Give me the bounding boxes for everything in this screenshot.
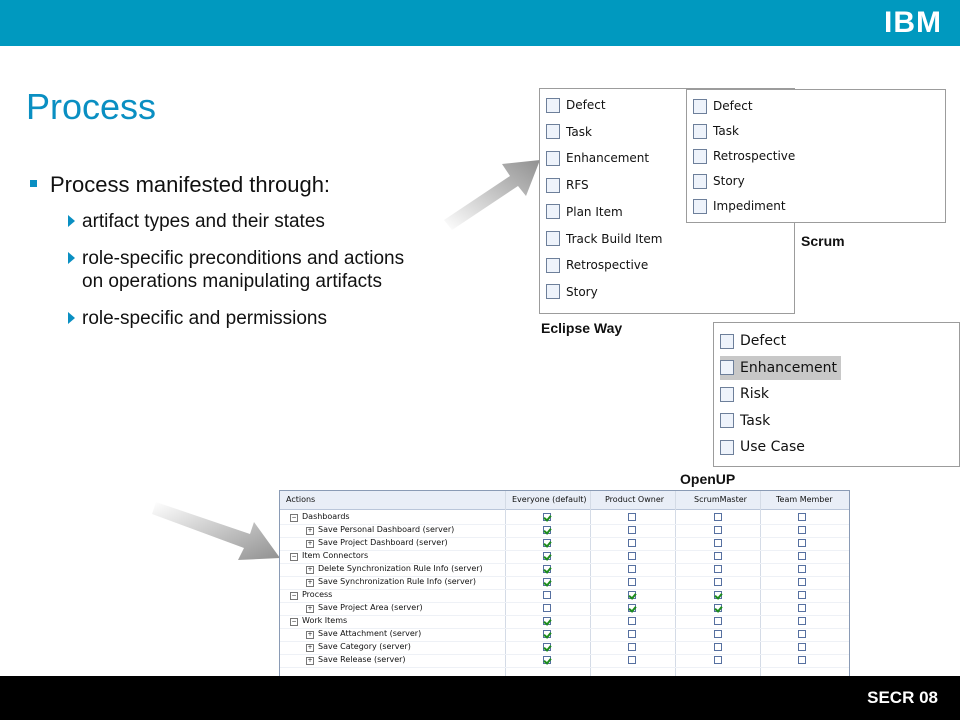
work-item-type[interactable]: [693, 94, 753, 118]
expand-icon[interactable]: +: [307, 579, 313, 586]
col-team-member: Team Member: [776, 495, 833, 504]
action-label: Save Synchronization Rule Info (server): [318, 577, 477, 586]
permission-checkbox[interactable]: [714, 643, 722, 651]
action-label: Save Personal Dashboard (server): [318, 525, 455, 534]
scrum-list: [686, 89, 946, 223]
action-label: Save Project Dashboard (server): [318, 538, 448, 547]
permission-checkbox[interactable]: [798, 591, 806, 599]
permissions-header: [280, 491, 849, 510]
col-scrummaster: ScrumMaster: [694, 495, 747, 504]
retrospective-icon: [693, 149, 707, 164]
sub-bullet-text: role-specific and permissions: [82, 308, 327, 329]
bullet-list: [30, 172, 410, 340]
work-item-type[interactable]: [720, 329, 786, 353]
collapse-icon[interactable]: −: [291, 592, 297, 599]
permission-checkbox[interactable]: [543, 552, 551, 560]
work-item-type[interactable]: [546, 173, 589, 197]
task-icon: [720, 413, 734, 428]
sub-bullet: [56, 307, 410, 330]
work-item-label: Retrospective: [566, 258, 649, 273]
expand-icon[interactable]: +: [307, 605, 313, 612]
task-icon: [693, 124, 707, 139]
permission-checkbox[interactable]: [628, 591, 636, 599]
footer-bar: [0, 676, 960, 720]
permission-checkbox[interactable]: [543, 604, 551, 612]
work-item-type[interactable]: [546, 253, 648, 277]
footer-label: SECR 08: [867, 688, 938, 707]
table-row: [280, 563, 849, 577]
enhancement-icon: [720, 360, 734, 375]
defect-icon: [720, 334, 734, 349]
sub-bullet: [56, 247, 410, 293]
enhancement-icon: [546, 151, 560, 166]
expand-icon[interactable]: +: [307, 540, 313, 547]
permission-checkbox[interactable]: [798, 513, 806, 521]
action-label: Save Project Area (server): [318, 603, 423, 612]
table-row: [280, 524, 849, 538]
table-row: [280, 615, 849, 629]
table-row: [280, 628, 849, 642]
story-icon: [693, 174, 707, 189]
work-item-type[interactable]: [693, 194, 786, 218]
defect-icon: [693, 99, 707, 114]
permission-checkbox[interactable]: [798, 539, 806, 547]
work-item-type[interactable]: [546, 120, 592, 144]
work-item-label: Retrospective: [713, 149, 796, 163]
work-item-type[interactable]: [546, 146, 649, 170]
permissions-table: [279, 490, 850, 682]
permission-checkbox[interactable]: [628, 526, 636, 534]
expand-icon[interactable]: +: [307, 631, 313, 638]
square-bullet-icon: [30, 180, 37, 187]
openup-list: [713, 322, 960, 467]
work-item-label: Plan Item: [566, 204, 623, 219]
work-item-label: RFS: [566, 178, 589, 193]
work-item-type[interactable]: [693, 144, 795, 168]
sub-bullet-text: artifact types and their states: [82, 211, 325, 232]
permission-checkbox[interactable]: [714, 578, 722, 586]
permission-checkbox[interactable]: [628, 513, 636, 521]
permission-checkbox[interactable]: [543, 539, 551, 547]
triangle-bullet-icon: [68, 252, 75, 264]
work-item-type[interactable]: [720, 356, 841, 380]
action-label: Save Category (server): [318, 642, 411, 651]
table-row: [280, 641, 849, 655]
work-item-label: Defect: [740, 333, 787, 349]
work-item-type[interactable]: [720, 435, 805, 459]
permission-checkbox[interactable]: [798, 656, 806, 664]
permission-checkbox[interactable]: [543, 591, 551, 599]
permission-checkbox[interactable]: [798, 578, 806, 586]
permission-checkbox[interactable]: [798, 526, 806, 534]
permission-checkbox[interactable]: [543, 526, 551, 534]
table-row: [280, 537, 849, 551]
action-label: Save Attachment (server): [318, 629, 422, 638]
permission-checkbox[interactable]: [628, 552, 636, 560]
sub-bullet: [56, 210, 410, 233]
permission-checkbox[interactable]: [628, 630, 636, 638]
work-item-type[interactable]: [546, 227, 662, 251]
risk-icon: [720, 387, 734, 402]
expand-icon[interactable]: +: [307, 644, 313, 651]
work-item-type[interactable]: [720, 409, 770, 433]
eclipse-way-caption: Eclipse Way: [541, 320, 623, 336]
permission-checkbox[interactable]: [543, 617, 551, 625]
work-item-label: Story: [566, 284, 598, 299]
work-item-label: Task: [713, 124, 739, 138]
work-item-label: Story: [713, 174, 745, 188]
action-label: Save Release (server): [318, 655, 406, 664]
work-item-type[interactable]: [546, 200, 623, 224]
permission-checkbox[interactable]: [628, 643, 636, 651]
use-case-icon: [720, 440, 734, 455]
permission-checkbox[interactable]: [714, 513, 722, 521]
permission-checkbox[interactable]: [714, 604, 722, 612]
sub-bullet-text: role-specific preconditions and actions on operations manipulating artifacts: [82, 248, 405, 292]
permission-checkbox[interactable]: [714, 539, 722, 547]
arrow-to-permissions-icon: [150, 488, 285, 568]
expand-icon[interactable]: +: [307, 566, 313, 573]
action-label: Work Items: [302, 616, 348, 625]
permission-checkbox[interactable]: [628, 656, 636, 664]
permission-checkbox[interactable]: [543, 630, 551, 638]
table-row: [280, 550, 849, 564]
permission-checkbox[interactable]: [543, 643, 551, 651]
table-row: [280, 589, 849, 603]
permission-checkbox[interactable]: [714, 617, 722, 625]
defect-icon: [546, 98, 560, 113]
table-row: [280, 654, 849, 668]
openup-caption: OpenUP: [680, 471, 736, 487]
track-build-item-icon: [546, 231, 560, 246]
work-item-type[interactable]: [546, 280, 598, 304]
retrospective-icon: [546, 258, 560, 273]
header-bar: [0, 0, 960, 46]
permission-checkbox[interactable]: [543, 565, 551, 573]
permission-checkbox[interactable]: [714, 591, 722, 599]
action-label: Item Connectors: [302, 551, 369, 560]
permission-checkbox[interactable]: [714, 552, 722, 560]
col-product-owner: Product Owner: [605, 495, 665, 504]
page-title: Process: [26, 86, 157, 127]
permission-checkbox[interactable]: [714, 656, 722, 664]
permission-checkbox[interactable]: [798, 643, 806, 651]
scrum-caption: Scrum: [801, 233, 845, 249]
triangle-bullet-icon: [68, 312, 75, 324]
work-item-label: Defect: [713, 99, 753, 113]
expand-icon[interactable]: +: [307, 527, 313, 534]
permission-checkbox[interactable]: [714, 630, 722, 638]
table-row: [280, 576, 849, 590]
action-label: Process: [302, 590, 333, 599]
permission-checkbox[interactable]: [628, 604, 636, 612]
main-bullet: [30, 172, 410, 198]
triangle-bullet-icon: [68, 215, 75, 227]
work-item-label: Task: [566, 124, 592, 139]
action-label: Dashboards: [302, 512, 350, 521]
work-item-label: Use Case: [740, 439, 805, 455]
permission-checkbox[interactable]: [543, 578, 551, 586]
work-item-type[interactable]: [693, 169, 745, 193]
story-icon: [546, 284, 560, 299]
permission-checkbox[interactable]: [798, 630, 806, 638]
permission-checkbox[interactable]: [798, 617, 806, 625]
expand-icon[interactable]: +: [307, 657, 313, 664]
impediment-icon: [693, 199, 707, 214]
col-actions: Actions: [286, 495, 316, 504]
permission-checkbox[interactable]: [628, 539, 636, 547]
permission-checkbox[interactable]: [628, 565, 636, 573]
work-item-label: Defect: [566, 98, 606, 112]
collapse-icon[interactable]: −: [291, 514, 297, 521]
ibm-logo: IBM: [884, 6, 942, 39]
permission-checkbox[interactable]: [798, 552, 806, 560]
work-item-label: Task: [740, 412, 771, 429]
work-item-label: Track Build Item: [566, 231, 663, 246]
work-item-type[interactable]: [693, 119, 739, 143]
permission-checkbox[interactable]: [798, 565, 806, 573]
work-item-label: Enhancement: [740, 359, 837, 376]
collapse-icon[interactable]: −: [291, 618, 297, 625]
task-icon: [546, 124, 560, 139]
main-bullet-text: Process manifested through:: [50, 172, 331, 197]
collapse-icon[interactable]: −: [291, 553, 297, 560]
permission-checkbox[interactable]: [798, 604, 806, 612]
arrow-to-types-icon: [440, 150, 550, 235]
permission-checkbox[interactable]: [628, 617, 636, 625]
permission-checkbox[interactable]: [543, 656, 551, 664]
permission-checkbox[interactable]: [714, 565, 722, 573]
work-item-type[interactable]: [546, 93, 606, 117]
work-item-type[interactable]: [720, 382, 769, 406]
col-everyone: Everyone (default): [512, 495, 587, 504]
permission-checkbox[interactable]: [543, 513, 551, 521]
rfs-icon: [546, 178, 560, 193]
work-item-label: Enhancement: [566, 151, 650, 166]
table-row: [280, 602, 849, 616]
work-item-label: Risk: [740, 386, 770, 402]
action-label: Delete Synchronization Rule Info (server): [318, 564, 483, 573]
permission-checkbox[interactable]: [714, 526, 722, 534]
permission-checkbox[interactable]: [628, 578, 636, 586]
work-item-label: Impediment: [713, 199, 786, 213]
plan-item-icon: [546, 204, 560, 219]
table-row: [280, 511, 849, 525]
